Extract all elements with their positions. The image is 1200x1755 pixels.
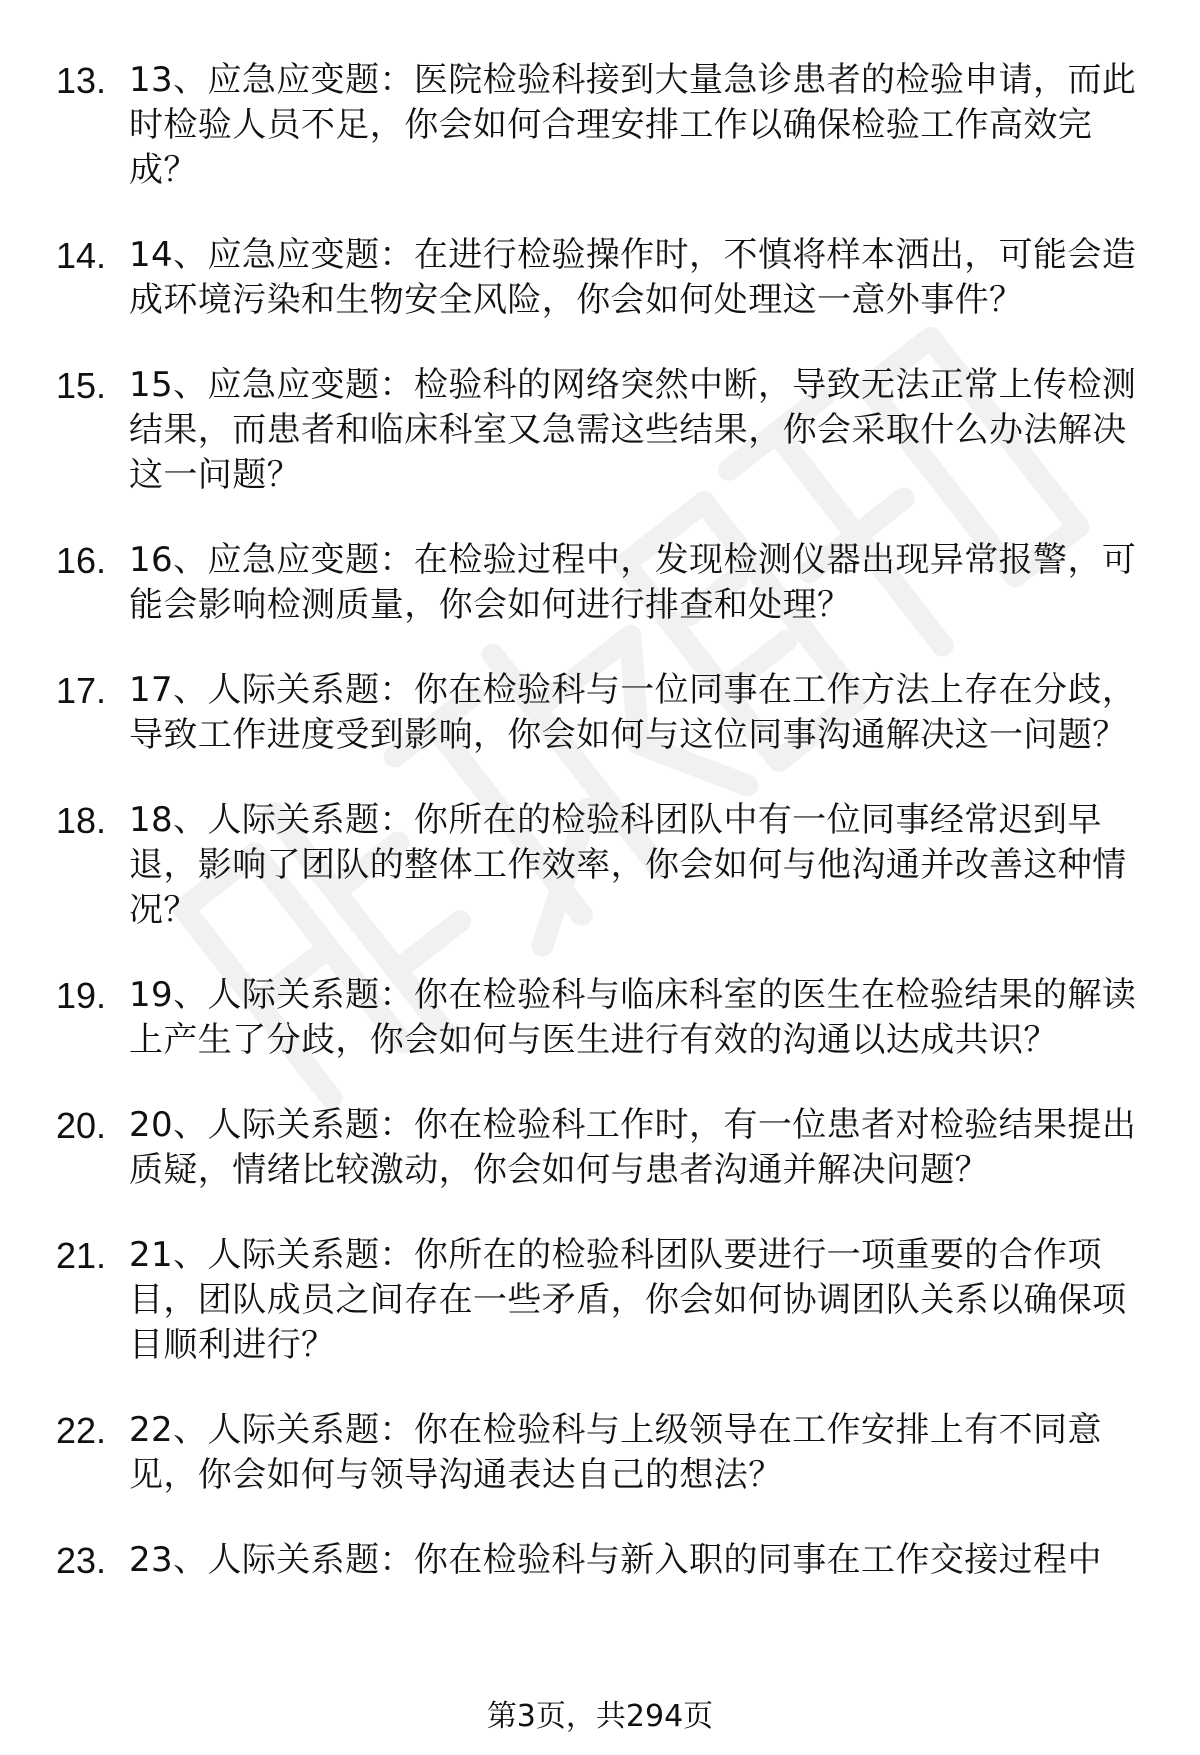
item-number: 18. — [56, 800, 107, 841]
item-text: 21、人际关系题：你所在的检验科团队要进行一项重要的合作项目，团队成员之间存在一些矛盾，你会如何协调团队关系以确保项目顺利进行？ — [129, 1235, 1127, 1365]
question-item-23 — [0, 1538, 1200, 1583]
question-item-20 — [0, 1103, 1200, 1193]
question-item-16 — [0, 538, 1200, 628]
question-item-15 — [0, 363, 1200, 498]
question-item-21 — [0, 1233, 1200, 1368]
question-item-19 — [0, 973, 1200, 1063]
item-text: 19、人际关系题：你在检验科与临床科室的医生在检验结果的解读上产生了分歧，你会如何与医生进行有效的沟通以达成共识？ — [129, 975, 1137, 1060]
item-number: 17. — [56, 670, 107, 711]
question-item-14 — [0, 233, 1200, 323]
item-number: 20. — [56, 1105, 107, 1146]
question-item-17 — [0, 668, 1200, 758]
item-number: 14. — [56, 235, 107, 276]
item-number: 16. — [56, 540, 107, 581]
item-number: 21. — [56, 1235, 107, 1276]
question-item-22 — [0, 1408, 1200, 1498]
item-text: 16、应急应变题：在检验过程中，发现检测仪器出现异常报警，可能会影响检测质量，你会如何进行排查和处理？ — [129, 540, 1137, 625]
item-text: 20、人际关系题：你在检验科工作时，有一位患者对检验结果提出质疑，情绪比较激动，你会如何与患者沟通并解决问题？ — [129, 1105, 1137, 1190]
item-number: 19. — [56, 975, 107, 1016]
item-text: 15、应急应变题：检验科的网络突然中断，导致无法正常上传检测结果，而患者和临床科室又急需这些结果，你会采取什么办法解决这一问题？ — [129, 365, 1137, 495]
question-list — [0, 58, 1200, 1623]
item-number: 15. — [56, 365, 107, 406]
item-text: 14、应急应变题：在进行检验操作时，不慎将样本洒出，可能会造成环境污染和生物安全风险，你会如何处理这一意外事件？ — [129, 235, 1137, 320]
item-text: 13、应急应变题：医院检验科接到大量急诊患者的检验申请，而此时检验人员不足，你会如何合理安排工作以确保检验工作高效完成？ — [129, 60, 1137, 190]
item-number: 13. — [56, 60, 107, 101]
question-item-18 — [0, 798, 1200, 933]
item-text: 18、人际关系题：你所在的检验科团队中有一位同事经常迟到早退，影响了团队的整体工作效率，你会如何与他沟通并改善这种情况？ — [129, 800, 1127, 930]
item-text: 23、人际关系题：你在检验科与新入职的同事在工作交接过程中 — [129, 1540, 1102, 1580]
item-number: 22. — [56, 1410, 107, 1451]
question-item-13 — [0, 58, 1200, 193]
page-footer: 第3页，共294页 — [486, 1699, 714, 1734]
item-text: 22、人际关系题：你在检验科与上级领导在工作安排上有不同意见，你会如何与领导沟通表达自己的想法？ — [129, 1410, 1102, 1495]
item-number: 23. — [56, 1540, 107, 1581]
item-text: 17、人际关系题：你在检验科与一位同事在工作方法上存在分歧，导致工作进度受到影响，你会如何与这位同事沟通解决这一问题？ — [129, 670, 1137, 755]
